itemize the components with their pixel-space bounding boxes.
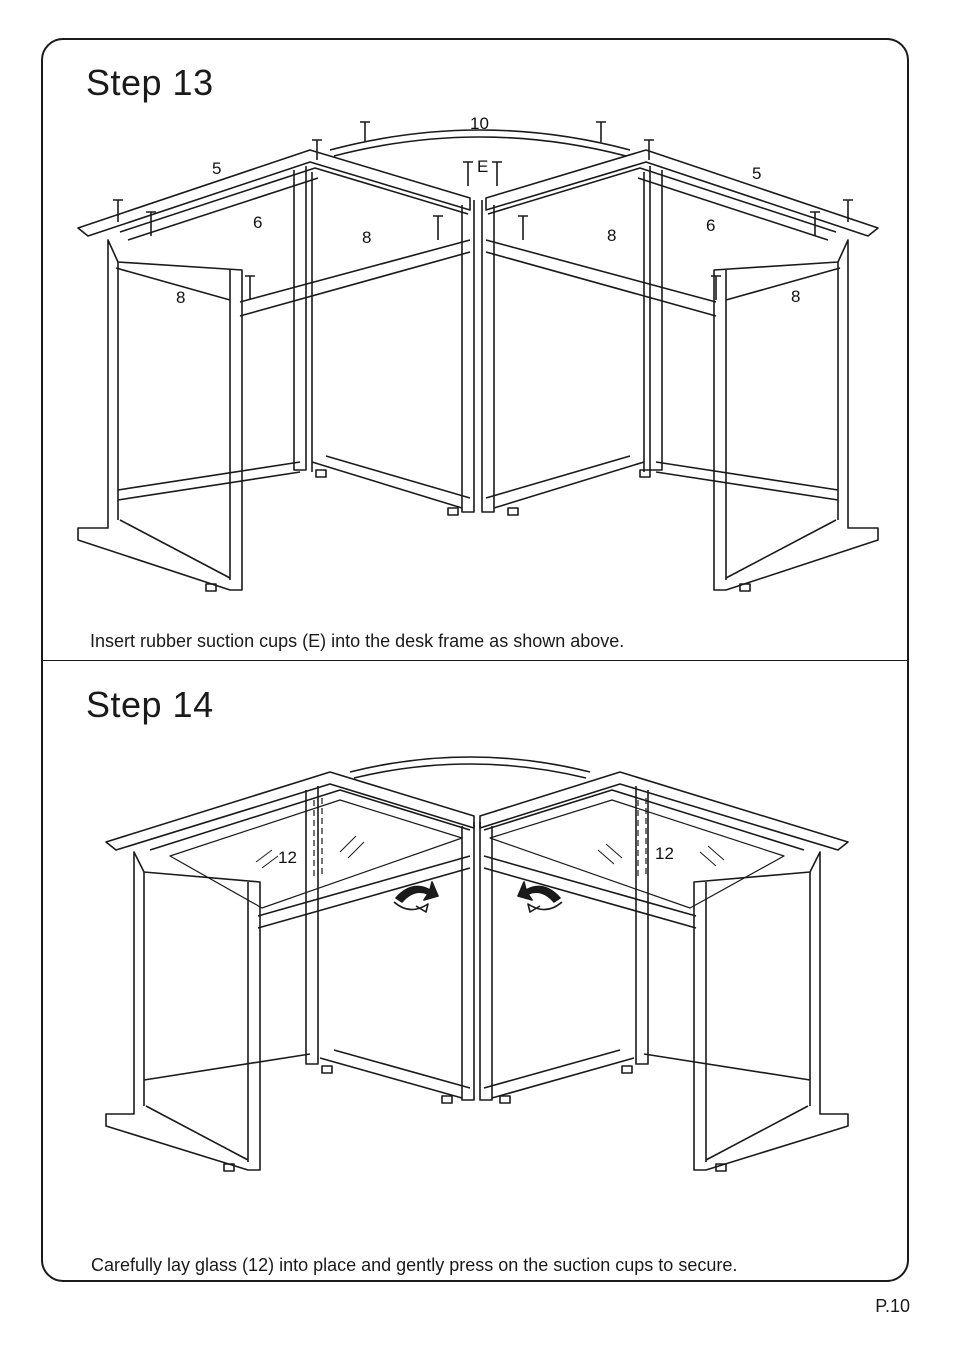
step13-part-labels <box>176 114 800 307</box>
label-5-left: 5 <box>212 159 222 178</box>
label-12-left: 12 <box>278 848 297 867</box>
label-8-left-outer: 8 <box>176 288 186 307</box>
step14-caption: Carefully lay glass (12) into place and gently press on the suction cups to secure. <box>91 1255 738 1275</box>
step13-desk-frame <box>78 130 878 591</box>
step14-desk-frame <box>106 757 848 1171</box>
step13-caption: Insert rubber suction cups (E) into the desk frame as shown above. <box>90 631 625 651</box>
step14-part-labels <box>278 844 674 867</box>
label-12-right: 12 <box>655 844 674 863</box>
step14-title: Step 14 <box>86 684 214 725</box>
label-e: E <box>477 157 489 176</box>
label-8-left-inner: 8 <box>362 228 372 247</box>
step13-title: Step 13 <box>86 62 214 103</box>
label-6-right: 6 <box>706 216 716 235</box>
label-8-right-outer: 8 <box>791 287 801 306</box>
step14-rotate-arrow-icons <box>394 882 562 912</box>
page-number: P.10 <box>875 1296 910 1316</box>
label-8-right-inner: 8 <box>607 226 617 245</box>
label-6-left: 6 <box>253 213 263 232</box>
label-10: 10 <box>470 114 489 133</box>
step13-suction-cups <box>113 122 853 300</box>
label-5-right: 5 <box>752 164 762 183</box>
